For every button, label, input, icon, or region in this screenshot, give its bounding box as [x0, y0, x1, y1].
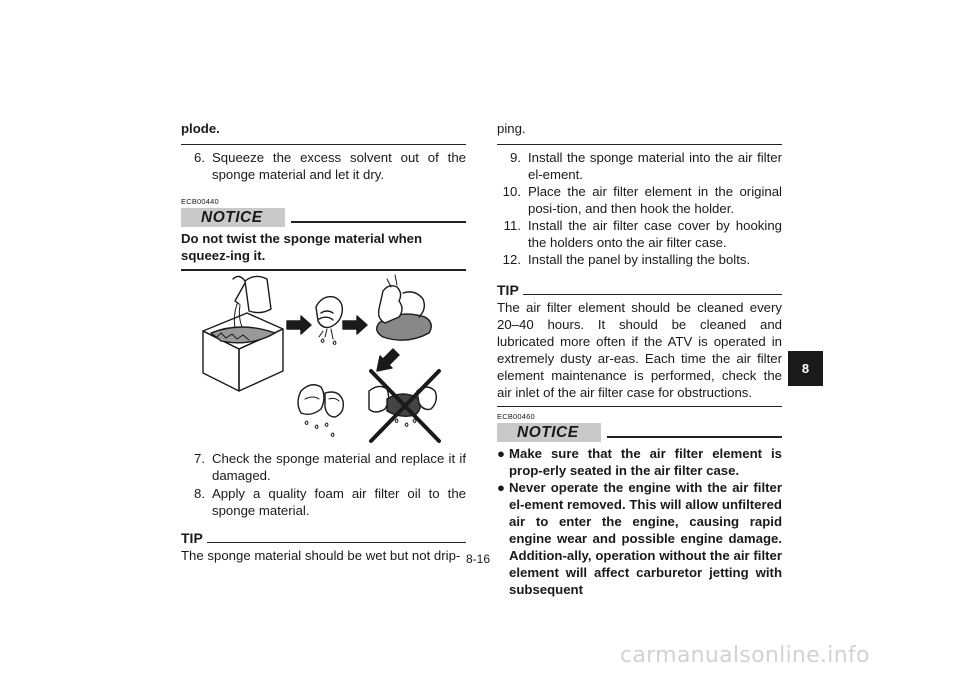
tip-header [497, 282, 782, 299]
step-text: Install the air filter case cover by hooking the holders onto the air filter case. [528, 218, 782, 250]
divider [497, 144, 782, 145]
bullet-icon: ● [497, 446, 505, 461]
step-number: 10. [502, 184, 521, 199]
tip-rule [207, 542, 466, 543]
step-7 [181, 450, 466, 484]
step-number: 9. [510, 150, 521, 165]
notice-header [181, 208, 466, 227]
bullet-icon: ● [497, 480, 505, 495]
step-number: 6. [194, 150, 205, 165]
step-text: Install the sponge material into the air filter el-ement. [528, 150, 782, 182]
step-text: Install the panel by installing the bolts. [528, 252, 751, 267]
notice-bullet [497, 445, 782, 479]
notice-text: Do not twist the sponge material when squeez-ing it. [181, 231, 423, 263]
right-column [497, 120, 782, 598]
divider [181, 144, 466, 145]
page-number: 8-16 [466, 552, 491, 566]
notice-rule [291, 221, 466, 223]
step-10 [497, 183, 782, 217]
step-text: Squeeze the excess solvent out of the sponge material and let it dry. [212, 150, 466, 182]
step-11 [497, 217, 782, 251]
step-8 [181, 485, 466, 519]
step-number: 7. [194, 451, 205, 466]
watermark: carmanualsonline.info [620, 643, 870, 668]
tip-text: The sponge material should be wet but not drip- [181, 548, 461, 563]
notice-header [497, 423, 782, 442]
notice-code: ECB00460 [497, 412, 535, 421]
steps-list [497, 149, 782, 268]
step-text: Check the sponge material and replace it if damaged. [212, 451, 466, 483]
tip-end-rule [497, 406, 782, 407]
continued-heading: plode. [181, 121, 220, 136]
step-text: Place the air filter element in the original posi-tion, and then hook the holder. [528, 184, 782, 216]
sponge-cleaning-illustration [181, 271, 466, 446]
bullet-text: Never operate the engine with the air filter el-ement removed. This will allow unfiltered air to enter the engine, causing rapid engine wear and possible engine damage. Addition-ally, operation without the air filter element will affect carburetor jetting with subsequent [509, 480, 782, 597]
notice-badge: NOTICE [497, 423, 601, 442]
notice-bullet [497, 479, 782, 598]
notice-bullets [497, 445, 782, 598]
chapter-tab: 8 [788, 351, 823, 386]
step-text: Apply a quality foam air filter oil to the sponge material. [212, 486, 466, 518]
tip-label: TIP [181, 530, 203, 546]
tip-header [181, 530, 466, 547]
step-9 [497, 149, 782, 183]
tip-text: The air filter element should be cleaned every 20–40 hours. It should be cleaned and lubricated more often if the ATV is operated in extremely dusty ar-eas. Each time the air filter element maintenance is performed, check the air inlet of the air filter case for obstructions. [497, 300, 782, 400]
notice-badge: NOTICE [181, 208, 285, 227]
left-column [181, 120, 466, 564]
notice-rule [607, 436, 782, 438]
bullet-text: Make sure that the air filter element is prop-erly seated in the air filter case. [509, 446, 782, 478]
step-number: 8. [194, 486, 205, 501]
tip-label: TIP [497, 282, 519, 298]
continued-text: ping. [497, 121, 526, 136]
notice-code: ECB00440 [181, 197, 219, 206]
step-12 [497, 251, 782, 268]
step-number: 11. [503, 218, 521, 233]
tip-rule [523, 294, 782, 295]
step-6 [181, 149, 466, 183]
step-number: 12. [502, 252, 521, 267]
